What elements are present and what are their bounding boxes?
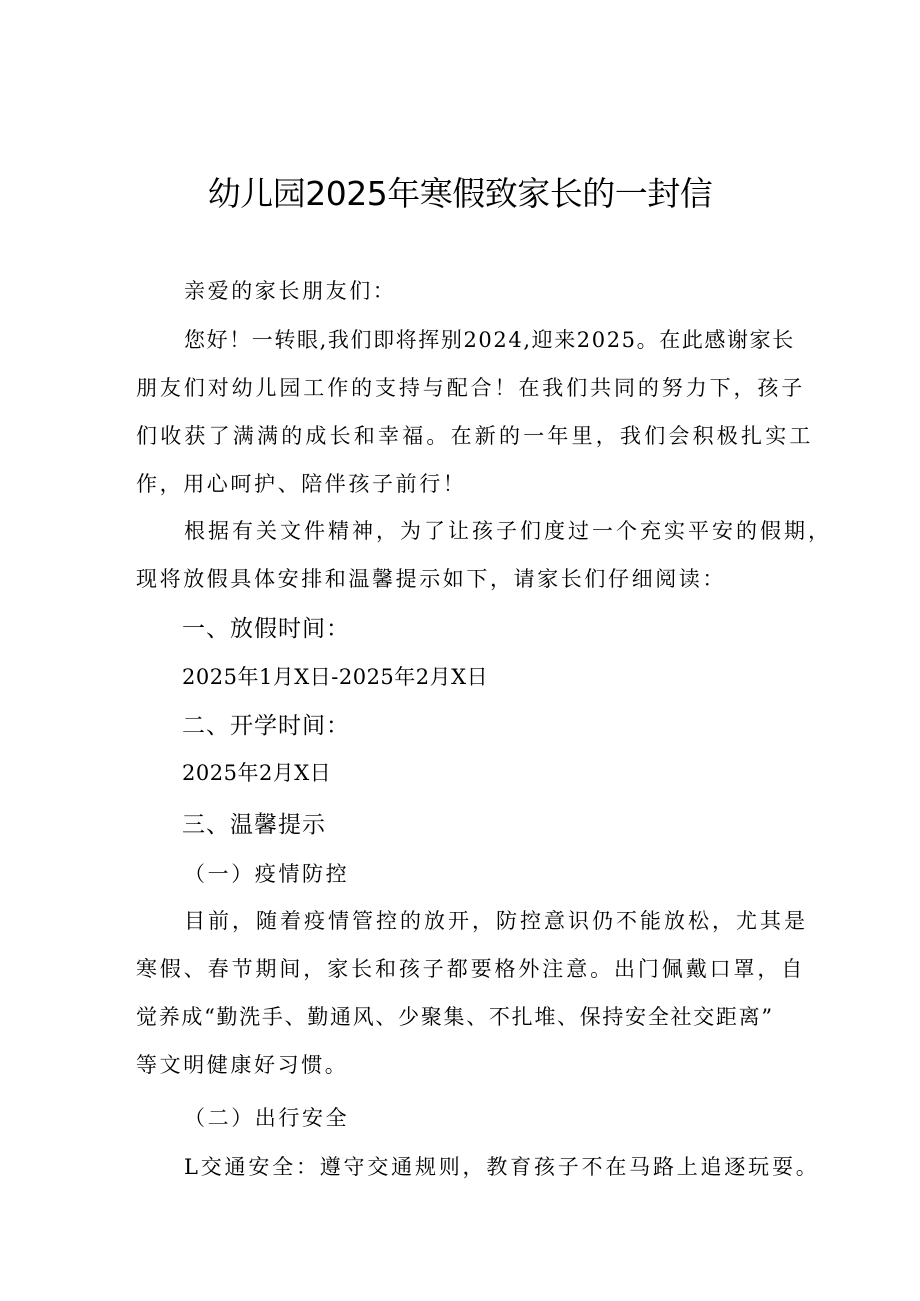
sub2-heading: （二）出行安全 (184, 1106, 350, 1130)
sub1-paragraph-line4: 等文明健康好习惯。 (136, 1053, 349, 1077)
paragraph1-line4: 作，用心呵护、陪伴孩子前行！ (136, 472, 467, 496)
paragraph2-line2: 现将放假具体安排和温馨提示如下，请家长们仔细阅读： (136, 567, 726, 591)
section1-content: 2025年1月X日-2025年2月X日 (182, 665, 489, 689)
salutation: 亲爱的家长朋友们： (184, 279, 397, 303)
paragraph1-line3: 们收获了满满的成长和幸福。在新的一年里，我们会积极扎实工 (136, 424, 814, 448)
sub1-heading: （一）疫情防控 (184, 862, 350, 886)
paragraph2-line1: 根据有关文件精神，为了让孩子们度过一个充实平安的假期， (184, 519, 832, 543)
paragraph1-line2: 朋友们对幼儿园工作的支持与配合！在我们共同的努力下，孩子 (136, 376, 806, 400)
section2-heading: 二、开学时间： (182, 713, 350, 739)
document-title: 幼儿园2025年寒假致家长的一封信 (207, 174, 713, 213)
section1-heading: 一、放假时间： (182, 616, 350, 642)
section2-content: 2025年2月X日 (182, 761, 332, 785)
paragraph1-line1: 您好！一转眼,我们即将挥别2024,迎来2025。在此感谢家长 (184, 328, 795, 352)
sub1-paragraph-line3: 觉养成“勤洗手、勤通风、少聚集、不扎堆、保持安全社交距离” (136, 1005, 774, 1029)
section3-heading: 三、温馨提示 (182, 812, 326, 838)
sub1-paragraph-line2: 寒假、春节期间，家长和孩子都要格外注意。出门佩戴口罩，自 (136, 957, 806, 981)
sub2-line1: L交通安全：遵守交通规则，教育孩子不在马路上追逐玩耍。 (184, 1155, 820, 1179)
sub1-paragraph-line1: 目前，随着疫情管控的放开，防控意识仍不能放松，尤其是 (184, 909, 808, 933)
